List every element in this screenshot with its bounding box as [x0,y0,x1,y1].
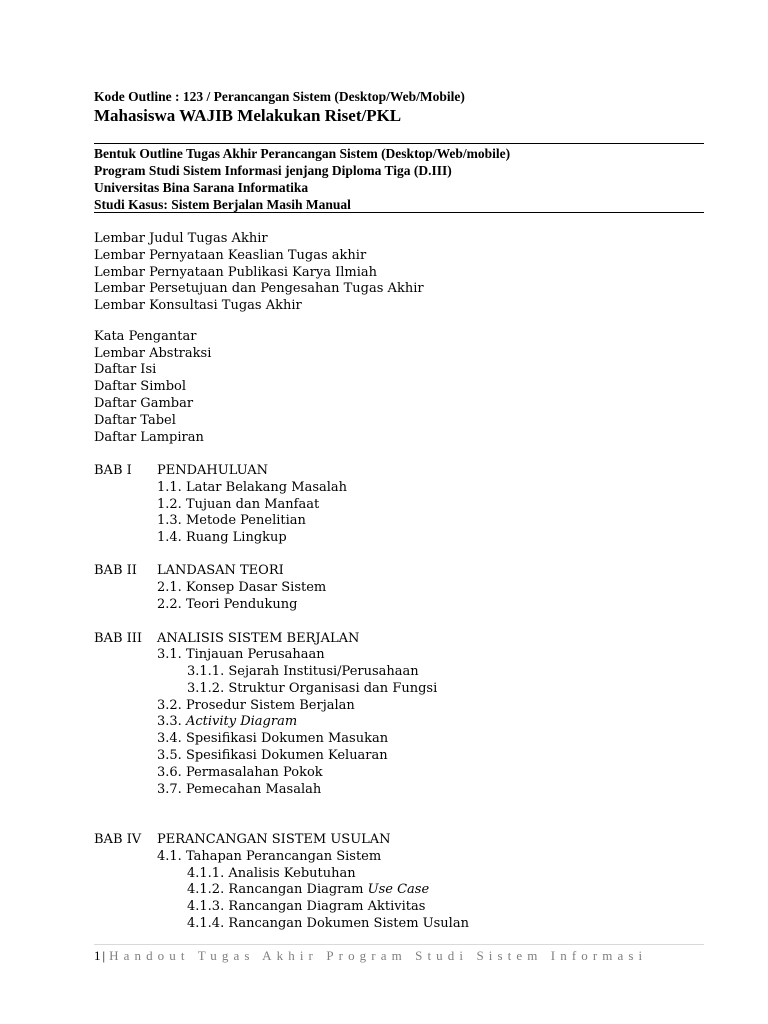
section-item: 3.2. Prosedur Sistem Berjalan [157,698,355,713]
section-title-italic: Activity Diagram [185,714,298,729]
section-item: 1.2. Tujuan dan Manfaat [157,497,320,512]
info-program: Program Studi Sistem Informasi jenjang Diploma Tiga (D.III) [94,163,452,178]
bab-title: LANDASAN TEORI [157,563,284,578]
wajib-notice: Mahasiswa WAJIB Melakukan Riset/PKL [94,106,402,125]
front-item: Daftar Lampiran [94,430,204,445]
front-item: Daftar Gambar [94,396,194,411]
bottom-rule [94,212,704,213]
section-item: 1.1. Latar Belakang Masalah [157,480,348,495]
bab-title: PENDAHULUAN [157,463,268,478]
front-item: Kata Pengantar [94,329,197,344]
subsection-text: 4.1.2. Rancangan Diagram [187,882,364,897]
page-number: 1 [94,948,101,963]
section-item: 3.4. Spesifikasi Dokumen Masukan [157,731,389,746]
section-item: 1.3. Metode Penelitian [157,513,306,528]
kode-outline: Kode Outline : 123 / Perancangan Sistem (Desktop/Web/Mobile) [94,89,465,104]
top-rule [94,143,704,144]
front-item: Daftar Simbol [94,379,187,394]
info-university: Universitas Bina Sarana Informatika [94,180,309,195]
bab-number: BAB III [94,631,143,646]
bab-number: BAB IV [94,832,142,847]
subsection-item [187,881,429,898]
bab-title: ANALISIS SISTEM BERJALAN [157,631,360,646]
subsection-item: 4.1.3. Rancangan Diagram Aktivitas [187,899,426,914]
footer-rule [94,944,704,945]
info-case-study: Studi Kasus: Sistem Berjalan Masih Manual [94,197,351,212]
section-item: 3.5. Spesifikasi Dokumen Keluaran [157,748,388,763]
footer-title: Handout Tugas Akhir Program Studi Sistem Informasi [109,948,648,963]
front-item: Lembar Abstraksi [94,346,212,361]
lembar-item: Lembar Judul Tugas Akhir [94,231,268,246]
section-item: 2.2. Teori Pendukung [157,597,298,612]
footer-separator: | [102,948,106,963]
bab-number: BAB I [94,463,132,478]
subsection-item: 3.1.2. Struktur Organisasi dan Fungsi [187,681,438,696]
section-item: 3.7. Pemecahan Masalah [157,782,322,797]
section-item [157,713,297,730]
subsection-item: 4.1.1. Analisis Kebutuhan [187,866,356,881]
section-item: 4.1. Tahapan Perancangan Sistem [157,849,382,864]
front-item: Daftar Tabel [94,413,176,428]
section-item: 3.1. Tinjauan Perusahaan [157,647,325,662]
page-footer [94,947,647,964]
info-outline-form: Bentuk Outline Tugas Akhir Perancangan Sistem (Desktop/Web/mobile) [94,146,511,161]
front-item: Daftar Isi [94,362,157,377]
bab-number: BAB II [94,563,137,578]
section-item: 1.4. Ruang Lingkup [157,530,287,545]
subsection-item: 3.1.1. Sejarah Institusi/Perusahaan [187,664,419,679]
section-item: 3.6. Permasalahan Pokok [157,765,323,780]
lembar-item: Lembar Konsultasi Tugas Akhir [94,298,302,313]
subsection-text-italic: Use Case [367,882,430,897]
section-item: 2.1. Konsep Dasar Sistem [157,580,327,595]
bab-title: PERANCANGAN SISTEM USULAN [157,832,391,847]
lembar-item: Lembar Pernyataan Publikasi Karya Ilmiah [94,265,377,280]
lembar-item: Lembar Persetujuan dan Pengesahan Tugas Akhir [94,281,424,296]
subsection-item: 4.1.4. Rancangan Dokumen Sistem Usulan [187,916,469,931]
section-number: 3.3. [157,714,182,729]
lembar-item: Lembar Pernyataan Keaslian Tugas akhir [94,248,367,263]
